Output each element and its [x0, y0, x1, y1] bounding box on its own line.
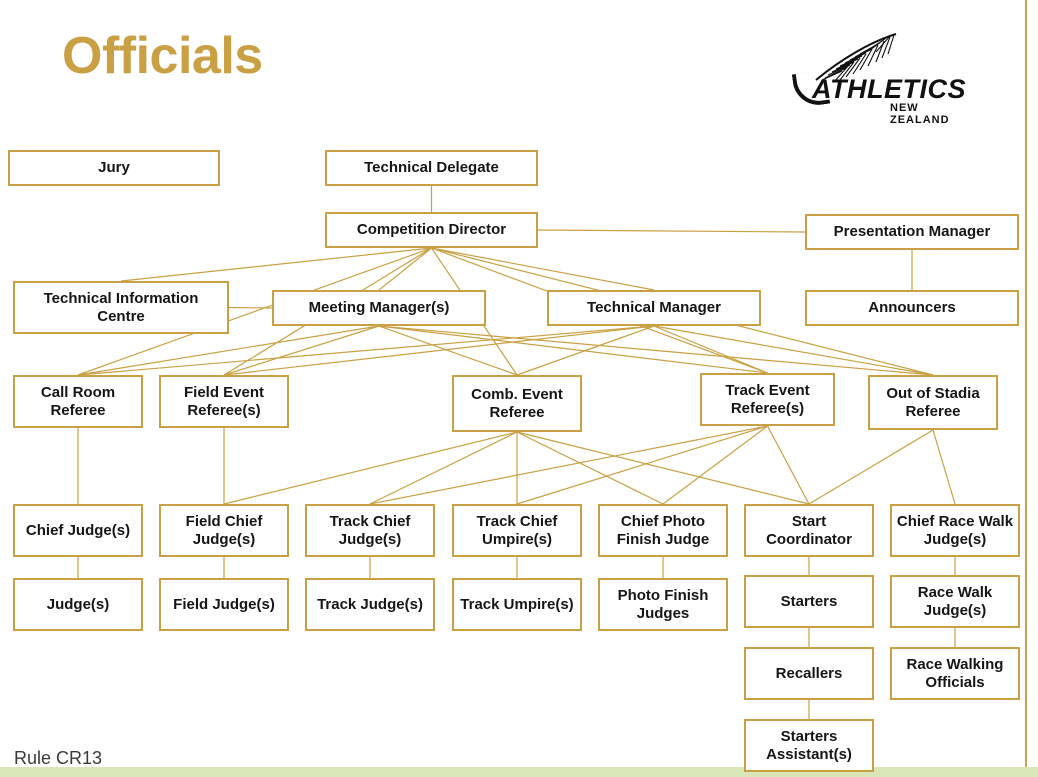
- node-judges: [13, 578, 143, 631]
- node-label: Announcers: [868, 299, 956, 317]
- node-starters: [744, 575, 874, 628]
- node-comb-event-ref: [452, 375, 582, 432]
- node-race-walk-offs: [890, 647, 1020, 700]
- node-label: Jury: [98, 159, 130, 177]
- node-label: Presentation Manager: [833, 223, 991, 241]
- node-label: Race Walking Officials: [906, 656, 1004, 691]
- node-label: Out of Stadia Referee: [886, 385, 980, 420]
- logo-wordmark-secondary: NEW ZEALAND: [890, 102, 950, 126]
- node-label: Call Room Referee: [40, 384, 116, 419]
- node-comp-director: [325, 212, 538, 248]
- node-field-event-ref: [159, 375, 289, 428]
- logo-wordmark-primary: ATHLETICS: [812, 74, 966, 104]
- edge-tic-to-meeting-manager: [229, 308, 272, 309]
- node-label: Recallers: [775, 664, 843, 682]
- node-tech-manager: [547, 290, 761, 326]
- node-field-judges: [159, 578, 289, 631]
- node-track-chief: [305, 504, 435, 557]
- node-tech-delegate: [325, 150, 538, 186]
- edge-comb-event-ref-to-chief-photo: [517, 432, 663, 504]
- node-label: Track Umpire(s): [460, 595, 574, 613]
- edge-comb-event-ref-to-start-coord: [517, 432, 809, 504]
- edge-tech-manager-to-out-stadia-ref: [654, 326, 933, 375]
- node-label: Comb. Event Referee: [471, 386, 563, 421]
- node-label: Starters Assistant(s): [766, 728, 852, 763]
- node-out-stadia-ref: [868, 375, 998, 430]
- node-label: Start Coordinator: [766, 513, 852, 548]
- node-chief-photo: [598, 504, 728, 557]
- node-pres-manager: [805, 214, 1019, 250]
- node-meeting-manager: [272, 290, 486, 326]
- edge-out-stadia-ref-to-start-coord: [809, 430, 933, 504]
- node-label: Photo Finish Judges: [617, 587, 709, 622]
- edge-out-stadia-ref-to-chief-race-walk: [933, 430, 955, 504]
- edge-track-event-ref-to-chief-photo: [663, 426, 768, 504]
- edge-meeting-manager-to-out-stadia-ref: [379, 326, 933, 375]
- node-recallers: [744, 647, 874, 700]
- node-track-event-ref: [700, 373, 835, 426]
- node-label: Track Chief Judge(s): [329, 513, 411, 548]
- node-start-coord: [744, 504, 874, 557]
- edge-comp-director-to-pres-manager: [538, 230, 805, 232]
- footer-rule-reference: Rule CR13: [14, 748, 103, 768]
- node-call-room-ref: [13, 375, 143, 428]
- node-field-chief: [159, 504, 289, 557]
- node-announcers: [805, 290, 1019, 326]
- node-race-walk-judges: [890, 575, 1020, 628]
- page-title: Officials: [62, 27, 263, 85]
- node-label: Meeting Manager(s): [308, 299, 450, 317]
- edge-track-event-ref-to-track-chief-ump: [517, 426, 768, 504]
- node-track-judges: [305, 578, 435, 631]
- node-label: Race Walk Judge(s): [917, 584, 993, 619]
- node-jury: [8, 150, 220, 186]
- edge-track-event-ref-to-start-coord: [768, 426, 810, 504]
- node-label: Technical Information Centre: [43, 290, 199, 325]
- node-label: Technical Manager: [587, 299, 721, 317]
- node-label: Field Event Referee(s): [183, 384, 265, 419]
- node-photo-judges: [598, 578, 728, 631]
- node-label: Competition Director: [356, 221, 507, 239]
- node-label: Starters: [780, 592, 838, 610]
- node-chief-judge: [13, 504, 143, 557]
- node-label: Track Event Referee(s): [725, 382, 810, 417]
- node-label: Judge(s): [46, 595, 110, 613]
- node-track-umpires: [452, 578, 582, 631]
- node-chief-race-walk: [890, 504, 1020, 557]
- edge-comp-director-to-meeting-manager: [379, 248, 432, 290]
- node-tic: [13, 281, 229, 334]
- node-label: Technical Delegate: [364, 159, 499, 177]
- node-starters-asst: [744, 719, 874, 772]
- edge-meeting-manager-to-field-event-ref: [224, 326, 379, 375]
- node-label: Chief Race Walk Judge(s): [896, 513, 1014, 548]
- node-label: Chief Judge(s): [25, 521, 131, 539]
- edge-comp-director-to-tech-manager: [432, 248, 655, 290]
- edge-track-event-ref-to-track-chief: [370, 426, 768, 504]
- node-label: Chief Photo Finish Judge: [616, 513, 710, 548]
- node-label: Track Judge(s): [317, 595, 423, 613]
- edge-comb-event-ref-to-track-chief: [370, 432, 517, 504]
- node-label: Field Judge(s): [173, 595, 275, 613]
- node-label: Field Chief Judge(s): [185, 513, 263, 548]
- node-label: Track Chief Umpire(s): [476, 513, 558, 548]
- node-track-chief-ump: [452, 504, 582, 557]
- edge-meeting-manager-to-comb-event-ref: [379, 326, 517, 375]
- edge-comb-event-ref-to-field-chief: [224, 432, 517, 504]
